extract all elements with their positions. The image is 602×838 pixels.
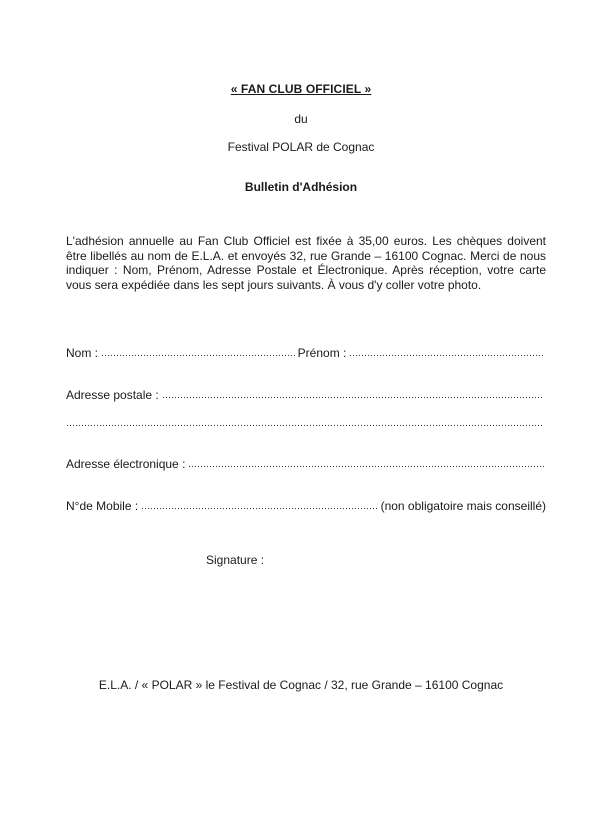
postal-address-row <box>66 386 546 402</box>
name-row <box>66 344 546 360</box>
mobile-note: (non obligatoire mais conseillé) <box>380 499 546 513</box>
mobile-row <box>66 497 546 513</box>
adresse-postale-field[interactable] <box>162 396 544 399</box>
festival-name: Festival POLAR de Cognac <box>227 140 375 154</box>
postal-address-row-2 <box>66 414 546 430</box>
mobile-field[interactable] <box>141 507 378 510</box>
signature-label: Signature : <box>206 553 265 567</box>
prenom-field[interactable] <box>349 354 544 357</box>
intro-paragraph: L'adhésion annuelle au Fan Club Officiel est fixée à 35,00 euros. Les chèques doivent être libellés au nom de E.L.A. et envoyés 32, rue Grande – 16100 Cognac. Merci de nous indiquer : Nom, Prénom, Adresse Postale et Électronique. Après réception, votre carte vous sera expédiée dans les sept jours suivants. À vous d'y coller votre photo. <box>66 234 546 292</box>
subtitle-du: du <box>294 112 308 126</box>
email-address-row <box>66 455 546 471</box>
adresse-postale-field-2[interactable] <box>66 424 544 427</box>
footer-address: E.L.A. / « POLAR » le Festival de Cognac / 32, rue Grande – 16100 Cognac <box>98 678 504 692</box>
adresse-postale-label: Adresse postale : <box>66 388 159 402</box>
adresse-electronique-field[interactable] <box>188 465 544 468</box>
adresse-electronique-label: Adresse électronique : <box>66 457 186 471</box>
prenom-label: Prénom : <box>297 346 347 360</box>
nom-label: Nom : <box>66 346 99 360</box>
bulletin-heading: Bulletin d'Adhésion <box>244 180 358 194</box>
mobile-label: N°de Mobile : <box>66 499 139 513</box>
document-title: « FAN CLUB OFFICIEL » <box>230 82 372 96</box>
nom-field[interactable] <box>101 354 296 357</box>
